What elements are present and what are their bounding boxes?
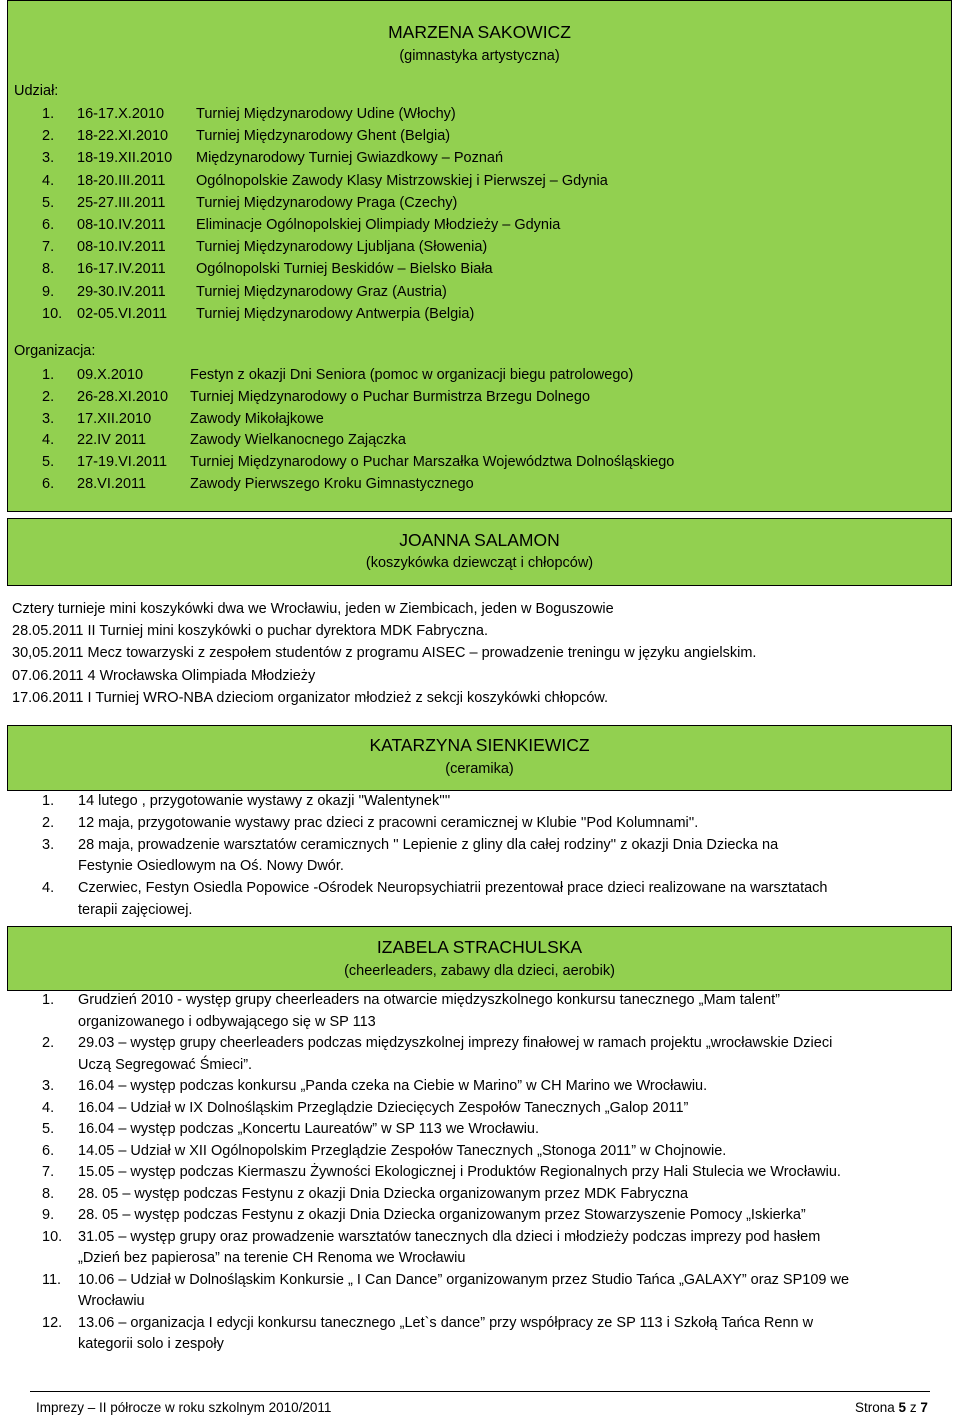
item-text-line: 28. 05 – występ podczas Festynu z okazji Dnia Dziecka organizowanym przez Stowarzyszenie Pomocy „Iskierka” [78, 1207, 806, 1223]
item-number: 3. [42, 410, 55, 427]
item-text-line: „Dzień bez papierosa” na terenie CH Renoma we Wrocławiu [78, 1250, 466, 1266]
section-subtitle: (cheerleaders, zabawy dla dzieci, aerobik) [344, 963, 615, 979]
strachulska-body [12, 991, 948, 1371]
list-item [14, 127, 944, 145]
item-text-line: 29.03 – występ grupy cheerleaders podczas międzyszkolnej imprezy finałowej w ramach projektu „wrocławskie Dzieci [78, 1035, 833, 1051]
item-date: 25-27.III.2011 [77, 194, 166, 211]
item-date: 16-17.X.2010 [77, 106, 165, 122]
text-line: 07.06.2011 4 Wrocławska Olimpiada Młodzieży [12, 667, 316, 684]
section-band-salamon [7, 518, 952, 586]
text-line: 28.05.2011 II Turniej mini koszykówki o puchar dyrektora MDK Fabryczna. [12, 623, 489, 640]
item-number: 12. [42, 1314, 63, 1331]
item-number: 1. [42, 367, 55, 383]
footer-page-number [855, 1400, 928, 1416]
item-number: 4. [42, 432, 55, 449]
item-text-line: 16.04 – występ podczas „Koncertu Laureatów” w SP 113 we Wrocławiu. [78, 1121, 540, 1137]
item-number: 8. [42, 1185, 55, 1202]
item-text: Turniej Międzynarodowy Ghent (Belgia) [196, 128, 451, 145]
item-number: 1. [42, 106, 55, 122]
sienkiewicz-body [12, 792, 948, 922]
section-band-sakowicz [7, 0, 952, 512]
item-number: 6. [42, 217, 55, 233]
item-number: 2. [42, 128, 55, 145]
item-date: 28.VI.2011 [77, 476, 147, 492]
item-date: 22.IV 2011 [77, 432, 147, 449]
section-band-sienkiewicz [7, 725, 952, 791]
item-date: 18-19.XII.2010 [77, 150, 173, 167]
item-text-line: organizowanego i odbywającego się w SP 113 [78, 1013, 376, 1030]
item-text-line: 28. 05 – występ podczas Festynu z okazji Dnia Dziecka organizowanym przez MDK Fabryczna [78, 1185, 689, 1202]
item-number: 2. [42, 1035, 55, 1051]
item-number: 6. [42, 1142, 55, 1159]
item-number: 6. [42, 476, 55, 492]
item-number: 3. [42, 1078, 55, 1094]
item-number: 4. [42, 1099, 55, 1116]
list-item [14, 366, 944, 384]
list-item [14, 453, 944, 471]
list-item [14, 431, 944, 449]
item-number: 7. [42, 239, 55, 256]
list-item [14, 194, 944, 212]
footer-page-current: 5 [898, 1400, 907, 1415]
item-number: 1. [42, 793, 55, 809]
item-number: 3. [42, 836, 55, 853]
section-band-strachulska [7, 926, 952, 991]
item-text-line: Grudzień 2010 - występ grupy cheerleaders na otwarcie międzyszkolnego konkursu tanecznego „Mam talent” [78, 992, 780, 1008]
item-number: 9. [42, 1207, 55, 1223]
list-item [14, 283, 944, 301]
list-item [14, 410, 944, 428]
list-item [14, 388, 944, 406]
item-text-line: Wrocławiu [78, 1293, 145, 1309]
item-text: Międzynarodowy Turniej Gwiazdkowy – Poznań [196, 150, 504, 167]
item-number: 2. [42, 814, 55, 831]
item-text-line: 28 maja, prowadzenie warsztatów ceramicznych '' Lepienie z gliny dla całej rodziny'' z okazji Dnia Dziecka na [78, 836, 779, 853]
section-title: KATARZYNA SIENKIEWICZ [369, 735, 590, 755]
list-item [14, 475, 944, 493]
item-text-line: 15.05 – występ podczas Kiermaszu Żywności Ekologicznej i Produktów Regionalnych przy Hali Stulecia we Wrocławiu. [78, 1164, 841, 1180]
item-date: 09.X.2010 [77, 367, 144, 383]
item-text: Zawody Mikołajkowe [190, 410, 324, 427]
text-line: Cztery turnieje mini koszykówki dwa we Wrocławiu, jeden w Ziembicach, jeden w Boguszowie [12, 601, 614, 617]
footer-divider [30, 1391, 930, 1392]
item-number: 10. [42, 1228, 63, 1245]
item-number: 10. [42, 305, 63, 322]
section-title: JOANNA SALAMON [399, 530, 560, 550]
item-number: 9. [42, 283, 55, 300]
section-subtitle: (koszykówka dziewcząt i chłopców) [365, 555, 594, 571]
item-date: 02-05.VI.2011 [77, 305, 168, 322]
item-number: 3. [42, 150, 55, 167]
list-item [14, 149, 944, 167]
item-date: 26-28.XI.2010 [77, 388, 169, 405]
list-item [14, 305, 944, 323]
list-item [14, 238, 944, 256]
item-number: 4. [42, 880, 55, 897]
item-date: 08-10.IV.2011 [77, 217, 166, 233]
item-number: 1. [42, 992, 55, 1008]
item-number: 5. [42, 1121, 55, 1137]
item-text: Eliminacje Ogólnopolskiej Olimpiady Młodzieży – Gdynia [196, 217, 561, 233]
list-item [14, 216, 944, 234]
item-text-line: 12 maja, przygotowanie wystawy prac dzieci z pracowni ceramicznej w Klubie ''Pod Kolumnami''. [78, 814, 699, 831]
item-date: 18-20.III.2011 [77, 172, 166, 189]
participation-label: Udział: [14, 83, 59, 99]
item-text: Turniej Międzynarodowy Graz (Austria) [196, 283, 447, 300]
list-item [14, 105, 944, 123]
item-date: 08-10.IV.2011 [77, 239, 166, 256]
item-text: Zawody Wielkanocnego Zajączka [190, 432, 406, 449]
section-title: MARZENA SAKOWICZ [388, 22, 571, 42]
item-number: 2. [42, 388, 55, 405]
item-text-line: Czerwiec, Festyn Osiedla Popowice -Ośrodek Neuropsychiatrii prezentował prace dzieci realizowane na warsztatach [78, 880, 828, 897]
item-text: Ogólnopolski Turniej Beskidów – Bielsko Biała [196, 261, 493, 278]
item-text: Turniej Międzynarodowy Udine (Włochy) [196, 106, 456, 122]
item-date: 16-17.IV.2011 [77, 261, 166, 278]
item-text: Turniej Międzynarodowy Praga (Czechy) [196, 194, 458, 211]
item-date: 18-22.XI.2010 [77, 128, 169, 145]
item-text-line: 16.04 – występ podczas konkursu „Panda czeka na Ciebie w Marino” w CH Marino we Wrocławiu. [78, 1078, 708, 1094]
footer-page-prefix: Strona [855, 1400, 895, 1415]
item-text: Ogólnopolskie Zawody Klasy Mistrzowskiej i Pierwszej – Gdynia [196, 172, 608, 189]
footer-left: Imprezy – II półrocze w roku szkolnym 2010/2011 [36, 1400, 332, 1415]
item-text-line: 10.06 – Udział w Dolnośląskim Konkursie „ I Can Dance” organizowanym przez Studio Tańca „GALAXY” oraz SP109 we [78, 1271, 850, 1288]
item-number: 11. [42, 1271, 62, 1288]
list-item [14, 172, 944, 190]
text-line: 30,05.2011 Mecz towarzyski z zespołem studentów z programu AISEC – prowadzenie treningu w języku angielskim. [12, 645, 757, 662]
section-subtitle: (gimnastyka artystyczna) [399, 48, 560, 64]
item-text-line: Uczą Segregować Śmieci”. [78, 1056, 253, 1073]
section-subtitle: (ceramika) [445, 761, 514, 777]
item-text: Festyn z okazji Dni Seniora (pomoc w organizacji biegu patrolowego) [190, 367, 634, 383]
item-text-line: terapii zajęciowej. [78, 901, 193, 918]
item-number: 5. [42, 454, 55, 471]
item-text: Zawody Pierwszego Kroku Gimnastycznego [190, 476, 474, 492]
item-number: 7. [42, 1164, 55, 1180]
item-text-line: 13.06 – organizacja I edycji konkursu tanecznego „Let`s dance” przy współpracy ze SP 113 i Szkołą Tańca Renn w [78, 1314, 814, 1331]
item-number: 4. [42, 172, 55, 189]
item-number: 8. [42, 261, 55, 278]
item-text-line: 14 lutego , przygotowanie wystawy z okazji ''Walentynek'''' [78, 793, 451, 809]
item-text: Turniej Międzynarodowy o Puchar Burmistrza Brzegu Dolnego [190, 388, 591, 405]
footer-page-sep: z [909, 1400, 917, 1415]
list-item [14, 260, 944, 278]
item-text: Turniej Międzynarodowy Ljubljana (Słowenia) [196, 239, 488, 256]
item-text-line: 14.05 – Udział w XII Ogólnopolskim Przeglądzie Zespołów Tanecznych „Stonoga 2011” w Chojnowie. [78, 1142, 727, 1159]
section-title: IZABELA STRACHULSKA [376, 937, 583, 957]
item-text: Turniej Międzynarodowy o Puchar Marszałka Województwa Dolnośląskiego [190, 454, 675, 471]
organization-label: Organizacja: [14, 343, 96, 359]
text-line: 17.06.2011 I Turniej WRO-NBA dzieciom organizator młodzież z sekcji koszykówki chłopców. [12, 689, 609, 706]
item-date: 17.XII.2010 [77, 410, 152, 427]
salamon-body [12, 600, 948, 720]
item-text-line: 31.05 – występ grupy oraz prowadzenie warsztatów tanecznych dla dzieci i młodzieży podczas imprezy pod hasłem [78, 1228, 821, 1245]
item-number: 5. [42, 194, 55, 211]
item-text-line: Festynie Osiedlowym na Oś. Nowy Dwór. [78, 858, 344, 875]
item-text-line: kategorii solo i zespoły [78, 1336, 224, 1352]
item-text: Turniej Międzynarodowy Antwerpia (Belgia) [196, 305, 475, 322]
footer-page-total: 7 [920, 1400, 928, 1415]
item-date: 17-19.VI.2011 [77, 454, 168, 471]
item-text-line: 16.04 – Udział w IX Dolnośląskim Przeglądzie Dziecięcych Zespołów Tanecznych „Galop 2011” [78, 1099, 689, 1116]
item-date: 29-30.IV.2011 [77, 283, 166, 300]
